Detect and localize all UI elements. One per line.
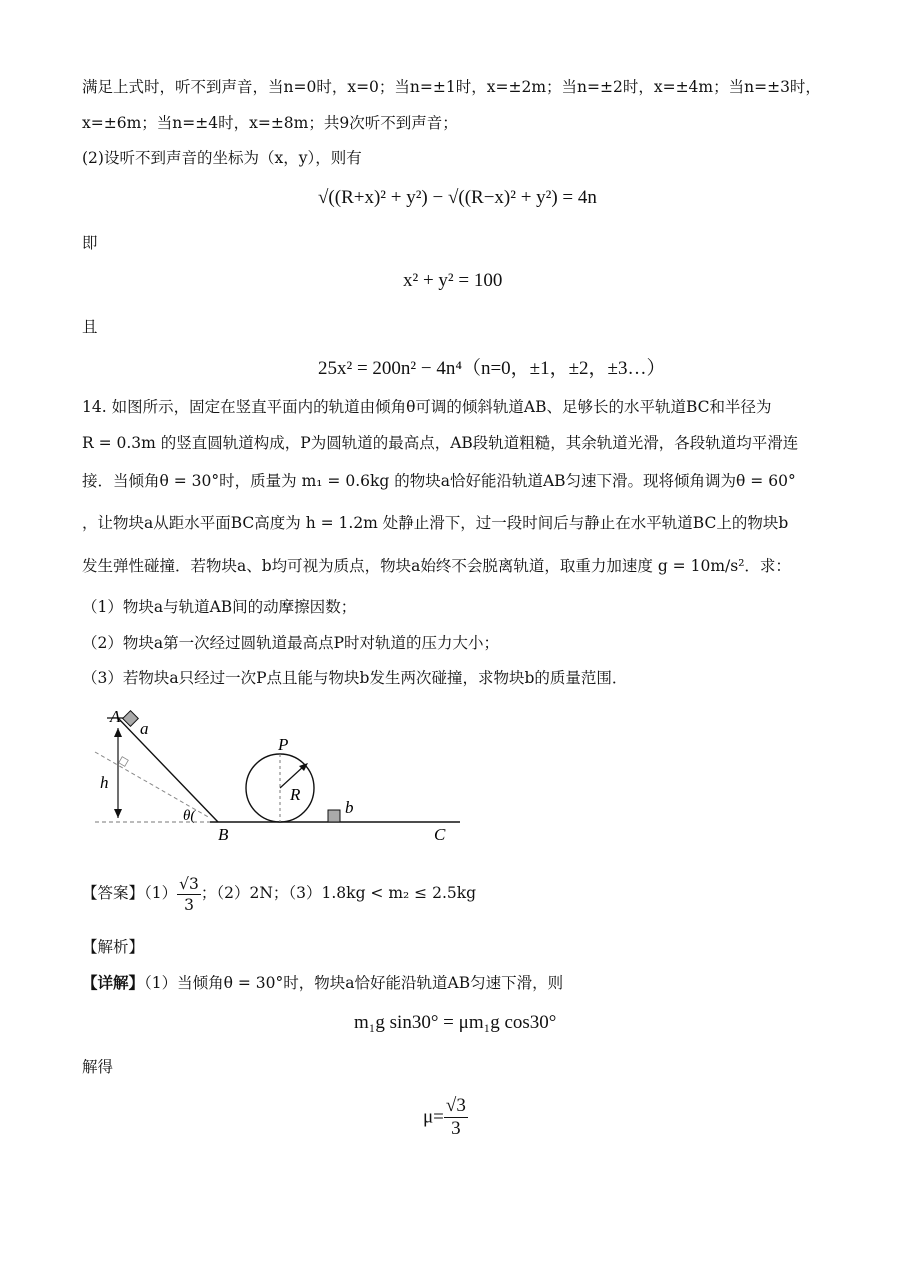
detail-text: （1）当倾角θ = 30°时，物块a恰好能沿轨道AB匀速下滑，则	[144, 974, 564, 992]
text-line: 解得	[82, 1058, 114, 1076]
physics-diagram	[90, 700, 470, 850]
answer-frac-den: 3	[184, 895, 194, 914]
equation-4: m₁g sin30° = μm₁g cos30°	[354, 1012, 557, 1033]
analysis-heading: 【解析】	[82, 938, 145, 956]
answer-rest: ；（2）2N；（3）1.8kg < m₂ ≤ 2.5kg	[200, 884, 477, 902]
eq5-fraction	[444, 1095, 468, 1140]
label-B: B	[218, 825, 229, 844]
answer-prefix: 【答案】（1）	[82, 884, 178, 902]
text-line: 满足上式时，听不到声音，当n=0时，x=0；当n=±1时，x=±2m；当n=±2时，x=±4m；当n=±3时，	[82, 78, 821, 96]
label-h: h	[100, 773, 109, 792]
label-A: A	[110, 707, 121, 726]
label-b: b	[345, 798, 354, 817]
eq5-den: 3	[451, 1118, 461, 1139]
problem-14-line: R = 0.3m 的竖直圆轨道构成，P为圆轨道的最高点，AB段轨道粗糙，其余轨道光滑，各段轨道均平滑连	[82, 434, 799, 452]
problem-14-line: 14. 如图所示，固定在竖直平面内的轨道由倾角θ可调的倾斜轨道AB、足够长的水平轨道BC和半径为	[82, 398, 772, 416]
detail-label: 【详解】	[82, 973, 145, 992]
label-P: P	[278, 735, 289, 754]
question-2: （2）物块a第一次经过圆轨道最高点P时对轨道的压力大小；	[82, 634, 500, 652]
question-1: （1）物块a与轨道AB间的动摩擦因数；	[82, 598, 357, 616]
answer-frac-num: √3	[179, 874, 199, 893]
equation-3: 25x² = 200n² − 4n⁴（n=0，±1，±2，±3…）	[318, 358, 666, 379]
question-3: （3）若物块a只经过一次P点且能与物块b发生两次碰撞，求物块b的质量范围．	[82, 669, 628, 687]
eq5-lhs: μ=	[423, 1106, 444, 1128]
problem-14-line: 接．当倾角θ = 30°时，质量为 m₁ = 0.6kg 的物块a恰好能沿轨道AB匀速下滑。现将倾角调为θ = 60°	[82, 472, 796, 490]
answer-line	[82, 873, 476, 915]
text-line: x=±6m；当n=±4时，x=±8m；共9次听不到声音；	[82, 114, 458, 132]
problem-14-line: ，让物块a从距水平面BC高度为 h = 1.2m 处静止滑下，过一段时间后与静止在水平轨道BC上的物块b	[82, 514, 789, 532]
eq5-num: √3	[445, 1095, 466, 1116]
text-line: 且	[82, 318, 98, 336]
answer-fraction	[177, 874, 201, 915]
problem-14-line: 发生弹性碰撞．若物块a、b均可视为质点，物块a始终不会脱离轨道，取重力加速度 g = 10m/s²．求：	[82, 557, 791, 575]
text-line: 即	[82, 234, 98, 252]
equation-2: x² + y² = 100	[403, 270, 503, 291]
label-theta: θ(	[183, 808, 196, 824]
label-R: R	[290, 785, 301, 804]
text-line: (2)设听不到声音的坐标为（x，y），则有	[82, 149, 362, 167]
detail-line	[82, 972, 563, 994]
equation-1: √((R+x)² + y²) − √((R−x)² + y²) = 4n	[318, 187, 597, 208]
label-C: C	[434, 825, 446, 844]
equation-5	[423, 1095, 468, 1140]
label-a: a	[140, 719, 149, 738]
